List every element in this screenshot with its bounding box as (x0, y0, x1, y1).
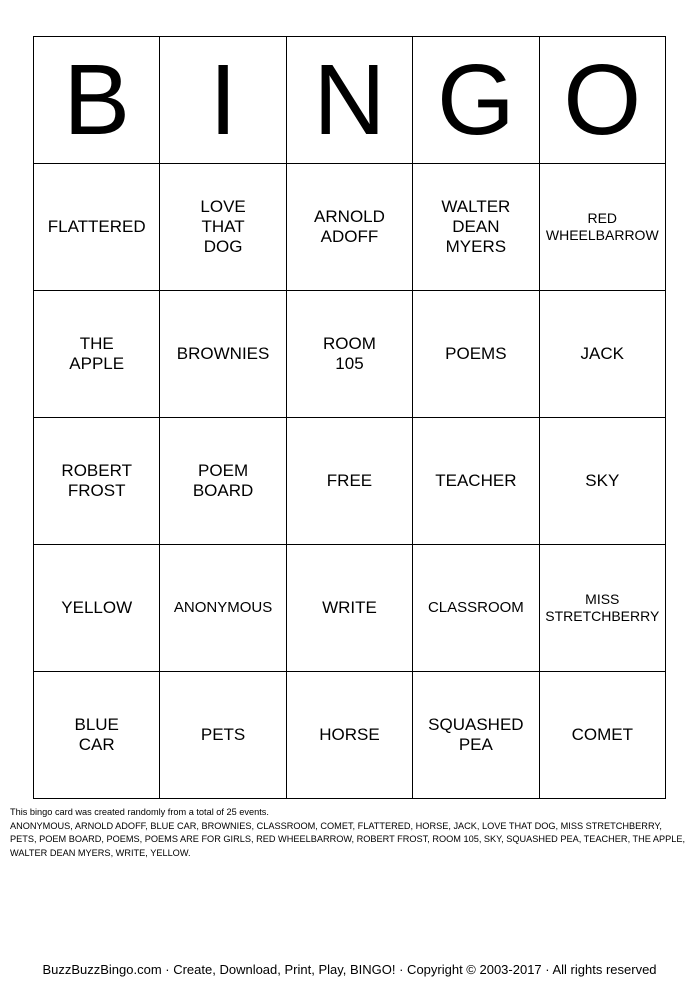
bingo-header-row (34, 37, 666, 164)
bingo-card (33, 36, 666, 799)
header-letter-i: I (160, 37, 286, 164)
cell-label: HORSE (319, 724, 380, 744)
bingo-cell (539, 672, 665, 799)
cell-label: SQUASHED PEA (428, 714, 524, 754)
bingo-cell (160, 672, 286, 799)
bingo-cell (413, 545, 539, 672)
bingo-cell (413, 418, 539, 545)
bingo-cell (539, 418, 665, 545)
bingo-row (34, 291, 666, 418)
bingo-row (34, 545, 666, 672)
cell-label: RED WHEELBARROW (545, 210, 659, 243)
bingo-cell (160, 418, 286, 545)
header-letter-g: G (413, 37, 539, 164)
card-description-event-list: ANONYMOUS, ARNOLD ADOFF, BLUE CAR, BROWNIES, CLASSROOM, COMET, FLATTERED, HORSE, JACK, LOVE THAT DOG, MISS STRETCHBERRY, PETS, POEM BOARD, POEMS, POEMS ARE FOR GIRLS, RED WHEELBARROW, ROBERT FROST, ROOM 105, SKY, SQUASHED PEA, TEACHER, THE APPLE, WALTER DEAN MYERS, WRITE, YELLOW. (10, 820, 686, 858)
bingo-row (34, 672, 666, 799)
bingo-cell (34, 291, 160, 418)
cell-label: WALTER DEAN MYERS (441, 196, 511, 257)
cell-label: FLATTERED (47, 216, 146, 236)
cell-label: POEMS (445, 343, 507, 363)
cell-label: ARNOLD ADOFF (314, 206, 385, 246)
bingo-cell (160, 291, 286, 418)
bingo-cell (286, 545, 412, 672)
cell-label: POEM BOARD (192, 460, 254, 500)
cell-label: COMET (571, 724, 633, 744)
cell-label: YELLOW (61, 597, 133, 617)
cell-label: WRITE (322, 597, 377, 617)
bingo-cell (34, 672, 160, 799)
cell-label: SKY (585, 470, 620, 490)
bingo-cell (160, 164, 286, 291)
card-description (10, 806, 690, 860)
bingo-cell (413, 672, 539, 799)
bingo-cell (286, 164, 412, 291)
bingo-row (34, 164, 666, 291)
free-space-cell (286, 418, 412, 545)
cell-label: ROOM 105 (323, 333, 376, 373)
header-letter-o: O (539, 37, 665, 164)
bingo-row (34, 418, 666, 545)
cell-label: ANONYMOUS (173, 599, 273, 617)
cell-label: LOVE THAT DOG (200, 196, 246, 257)
cell-label: ROBERT FROST (61, 460, 132, 500)
cell-label: MISS STRETCHBERRY (545, 591, 660, 624)
cell-label: FREE (326, 470, 373, 490)
cell-label: BLUE CAR (74, 714, 119, 754)
bingo-cell (539, 545, 665, 672)
bingo-cell (286, 291, 412, 418)
cell-label: CLASSROOM (427, 599, 524, 617)
cell-label: THE APPLE (69, 333, 125, 373)
bingo-cell (34, 164, 160, 291)
cell-label: BROWNIES (176, 343, 270, 363)
site-footer: BuzzBuzzBingo.com · Create, Download, Print, Play, BINGO! · Copyright © 2003-2017 · All rights reserved (42, 962, 657, 977)
header-letter-n: N (286, 37, 412, 164)
cell-label: JACK (580, 343, 625, 363)
bingo-cell (286, 672, 412, 799)
bingo-cell (539, 291, 665, 418)
bingo-cell (160, 545, 286, 672)
bingo-cell (413, 164, 539, 291)
cell-label: PETS (200, 724, 246, 744)
card-description-intro: This bingo card was created randomly from a total of 25 events. (10, 807, 269, 817)
cell-label: TEACHER (435, 470, 517, 490)
header-letter-b: B (34, 37, 160, 164)
bingo-cell (34, 545, 160, 672)
bingo-cell (413, 291, 539, 418)
bingo-cell (34, 418, 160, 545)
bingo-cell (539, 164, 665, 291)
